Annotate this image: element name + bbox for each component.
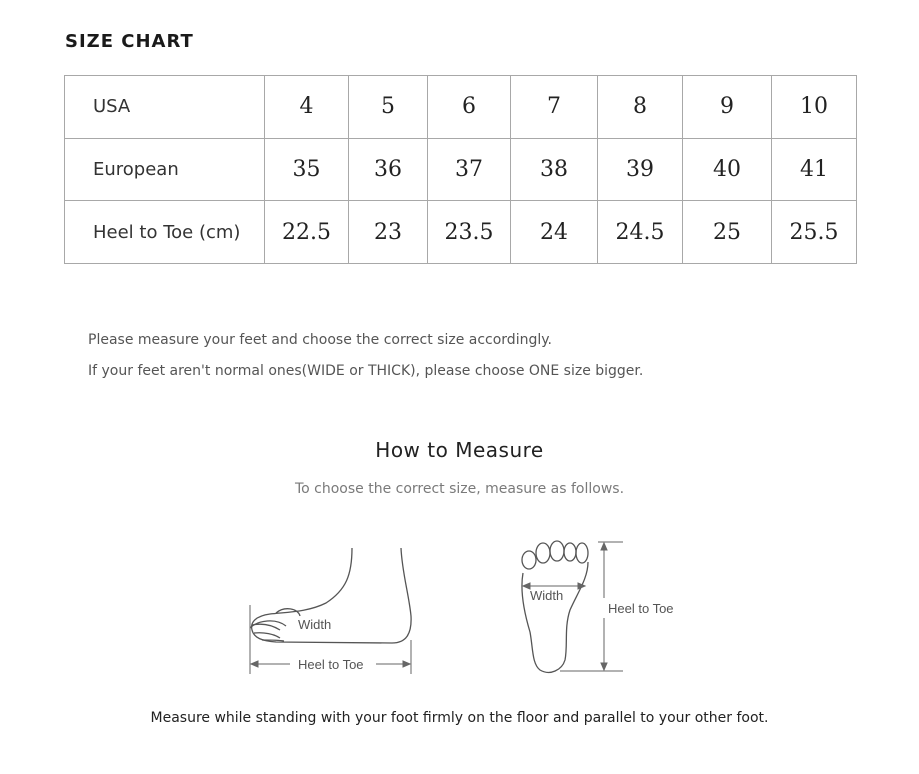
how-to-measure-subtitle: To choose the correct size, measure as follows. bbox=[294, 481, 625, 497]
table-cell: 4 bbox=[265, 76, 349, 139]
table-cell: 35 bbox=[265, 138, 349, 201]
table-cell: 8 bbox=[598, 76, 683, 139]
standing-instruction: Measure while standing with your foot firmly on the floor and parallel to your other foot. bbox=[150, 710, 769, 726]
measure-note: Please measure your feet and choose the correct size accordingly. bbox=[88, 332, 552, 348]
table-cell: 7 bbox=[511, 76, 598, 139]
table-cell: 39 bbox=[598, 138, 683, 201]
row-label-usa: USA bbox=[65, 76, 265, 139]
table-cell: 25.5 bbox=[772, 201, 857, 264]
side-length-label: Heel to Toe bbox=[298, 657, 364, 672]
side-width-label: Width bbox=[298, 617, 332, 632]
table-cell: 5 bbox=[349, 76, 428, 139]
table-cell: 22.5 bbox=[265, 201, 349, 264]
table-cell: 25 bbox=[683, 201, 772, 264]
table-cell: 24 bbox=[511, 201, 598, 264]
sole-length-label: Heel to Toe bbox=[608, 601, 674, 616]
table-cell: 36 bbox=[349, 138, 428, 201]
table-cell: 40 bbox=[683, 138, 772, 201]
foot-sole-view-icon bbox=[522, 541, 588, 672]
how-to-measure-title: How to Measure bbox=[375, 438, 544, 462]
table-cell: 37 bbox=[428, 138, 511, 201]
wide-feet-note: If your feet aren't normal ones(WIDE or THICK), please choose ONE size bigger. bbox=[88, 363, 644, 379]
page-title: SIZE CHART bbox=[65, 31, 194, 52]
row-label-european: European bbox=[65, 138, 265, 201]
table-cell: 6 bbox=[428, 76, 511, 139]
table-cell: 23.5 bbox=[428, 201, 511, 264]
table-cell: 9 bbox=[683, 76, 772, 139]
table-cell: 38 bbox=[511, 138, 598, 201]
table-cell: 23 bbox=[349, 201, 428, 264]
row-label-heel-to-toe: Heel to Toe (cm) bbox=[65, 201, 265, 264]
sole-width-label: Width bbox=[530, 588, 564, 603]
table-cell: 41 bbox=[772, 138, 857, 201]
table-cell: 24.5 bbox=[598, 201, 683, 264]
table-cell: 10 bbox=[772, 76, 857, 139]
